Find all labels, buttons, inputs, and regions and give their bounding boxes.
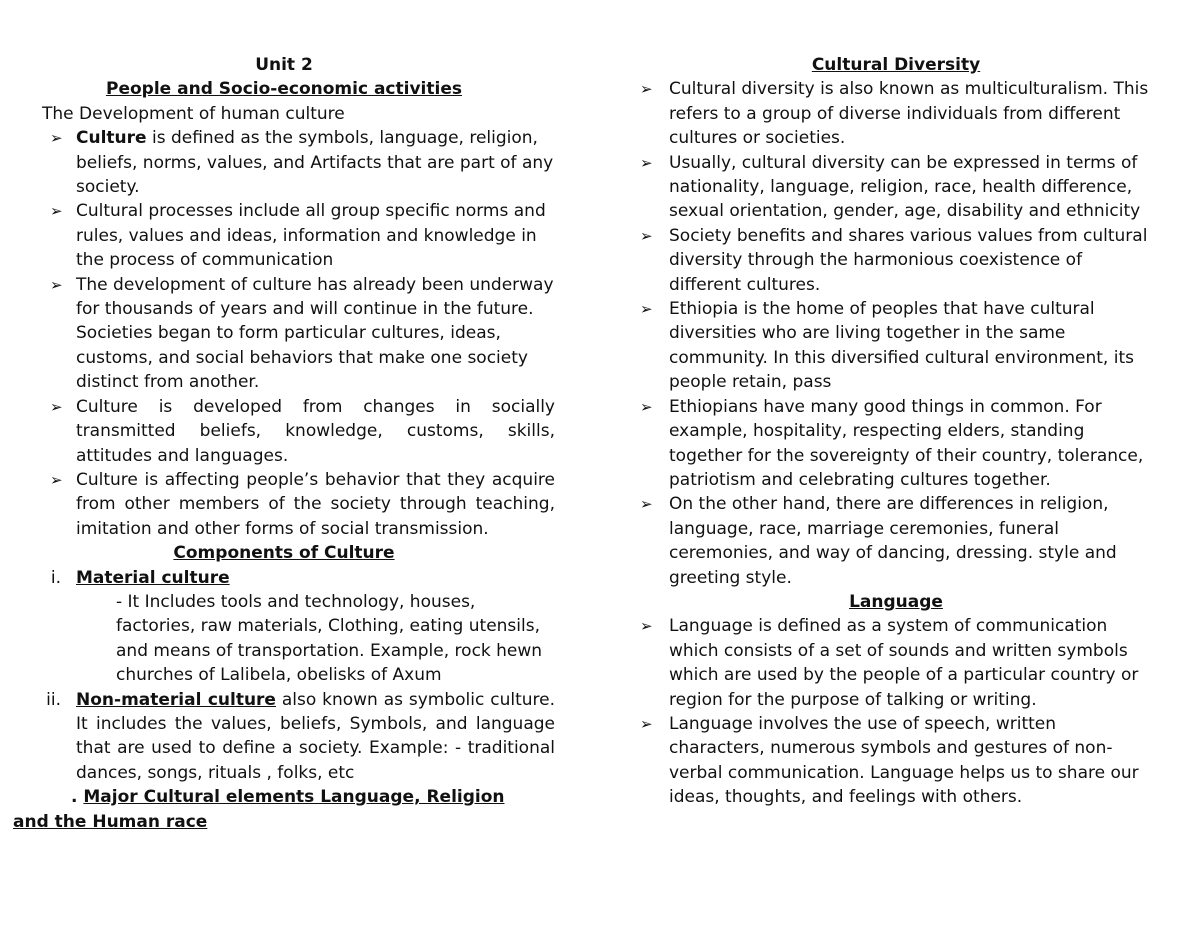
- roman-numeral: i.: [50, 567, 61, 588]
- major-heading-text: Major Cultural elements Language, Religion: [83, 787, 505, 808]
- diversity-heading: Cultural Diversity: [811, 55, 981, 75]
- arrow-bullet-icon: ➢: [50, 397, 63, 416]
- arrow-bullet-icon: ➢: [640, 153, 653, 172]
- item-detail: [13, 590, 555, 688]
- language-heading: Language: [849, 591, 943, 612]
- list-item: [640, 712, 1152, 810]
- bullet-text: Culture is affecting people’s behavior that they acquire from other members of the society through teaching, imitation and other forms of social transmission.: [76, 469, 555, 539]
- major-heading: [13, 785, 555, 809]
- section-subtitle: The Development of human culture: [42, 103, 345, 124]
- right-column: [640, 53, 1152, 810]
- list-item: [13, 126, 555, 199]
- bullet-term: Culture: [76, 128, 147, 149]
- arrow-bullet-icon: ➢: [640, 80, 653, 99]
- components-heading: Components of Culture: [173, 543, 395, 564]
- list-item: [13, 688, 555, 786]
- bullet-text: On the other hand, there are differences in religion, language, race, marriage ceremonies, funeral ceremonies, and way of dancing, dressing. style and greeting style.: [669, 494, 1117, 588]
- item-term: Material culture: [76, 567, 230, 588]
- arrow-bullet-icon: ➢: [50, 129, 63, 148]
- major-heading-continued: [13, 810, 555, 834]
- list-item: [640, 297, 1152, 395]
- item-detail-text: - It Includes tools and technology, houses, factories, raw materials, Clothing, eating utensils, and means of transportation. Example, rock hewn churches of Lalibela, obelisks of Axum: [116, 591, 543, 686]
- major-prefix: .: [71, 787, 84, 808]
- bullet-text: Language involves the use of speech, written characters, numerous symbols and gestures of non-verbal communication. Language helps us to share our ideas, thoughts, and feelings with others.: [669, 713, 1139, 808]
- bullet-text: Ethiopia is the home of peoples that have cultural diversities who are living together in the same community. In this diversified cultural environment, its people retain, pass: [669, 299, 1134, 393]
- arrow-bullet-icon: ➢: [640, 226, 653, 245]
- left-column: [13, 53, 555, 834]
- item-detail-text: also known as symbolic culture. It includes the values, beliefs, Symbols, and language that are used to define a society. Example: - traditional dances, songs, rituals , folks, etc: [76, 689, 555, 783]
- arrow-bullet-icon: ➢: [50, 275, 63, 294]
- arrow-bullet-icon: ➢: [640, 397, 653, 416]
- arrow-bullet-icon: ➢: [640, 714, 653, 733]
- list-item: [640, 492, 1152, 590]
- arrow-bullet-icon: ➢: [640, 495, 653, 514]
- list-item: [13, 199, 555, 272]
- bullet-text: is defined as the symbols, language, religion, beliefs, norms, values, and Artifacts that are part of any society.: [76, 128, 554, 198]
- list-item: [640, 614, 1152, 712]
- list-item: [13, 395, 555, 468]
- list-item: [640, 77, 1152, 150]
- bullet-text: Culture is developed from changes in socially transmitted beliefs, knowledge, customs, skills, attitudes and languages.: [76, 396, 555, 466]
- page-title: People and Socio-economic activities: [106, 79, 462, 100]
- list-item: [640, 224, 1152, 297]
- major-heading-text-2: and the Human race: [13, 811, 208, 832]
- unit-label: Unit 2: [255, 55, 313, 75]
- list-item: [640, 395, 1152, 493]
- bullet-text: Cultural diversity is also known as multiculturalism. This refers to a group of diverse individuals from different cultures or societies.: [669, 79, 1149, 149]
- list-item: [13, 273, 555, 395]
- arrow-bullet-icon: ➢: [640, 617, 653, 636]
- bullet-text: Cultural processes include all group specific norms and rules, values and ideas, information and knowledge in the process of communication: [76, 201, 546, 271]
- bullet-text: The development of culture has already been underway for thousands of years and will continue in the future. Societies began to form particular cultures, ideas, customs, and social behaviors that make one society distinct from another.: [76, 274, 554, 393]
- arrow-bullet-icon: ➢: [640, 300, 653, 319]
- bullet-text: Language is defined as a system of communication which consists of a set of sounds and written symbols which are used by the people of a particular country or region for the purpose of talking or writing.: [669, 616, 1139, 710]
- bullet-text: Ethiopians have many good things in common. For example, hospitality, respecting elders, standing together for the sovereignty of their country, tolerance, patriotism and celebrating cultures together.: [669, 396, 1144, 490]
- bullet-text: Society benefits and shares various values from cultural diversity through the harmonious coexistence of different cultures.: [669, 225, 1148, 295]
- list-item: [13, 468, 555, 541]
- list-item: [13, 566, 555, 590]
- roman-numeral: ii.: [46, 689, 61, 710]
- arrow-bullet-icon: ➢: [50, 202, 63, 221]
- list-item: [640, 151, 1152, 224]
- item-term: Non-material culture: [76, 689, 276, 710]
- arrow-bullet-icon: ➢: [50, 470, 63, 489]
- bullet-text: Usually, cultural diversity can be expressed in terms of nationality, language, religion, race, health difference, sexual orientation, gender, age, disability and ethnicity: [669, 152, 1141, 222]
